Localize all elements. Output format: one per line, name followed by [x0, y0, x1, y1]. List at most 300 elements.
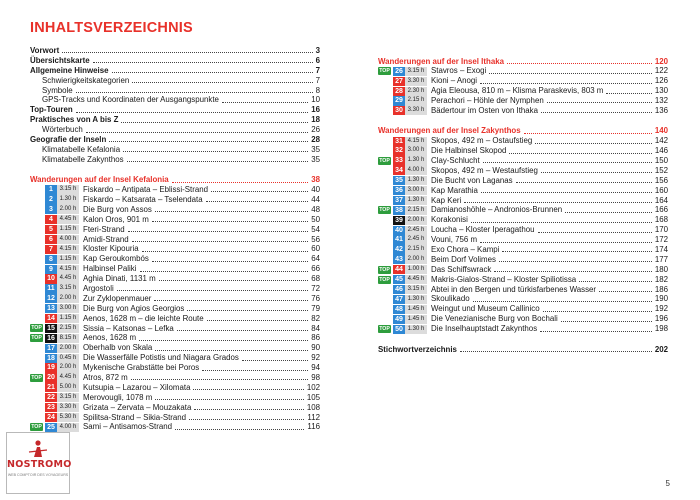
- toc-entry[interactable]: [378, 345, 668, 355]
- toc-tour-entry[interactable]: [378, 136, 668, 146]
- entry-title: Die Burg von Agios Georgios: [83, 303, 185, 313]
- page-ref: 86: [311, 333, 320, 343]
- tour-duration: 3.30 h: [405, 77, 427, 86]
- toc-tour-entry[interactable]: [30, 304, 320, 314]
- entry-title: Symbole: [42, 85, 73, 95]
- tour-duration: 1.45 h: [405, 305, 427, 314]
- leader-dots: [159, 280, 309, 281]
- entry-title: Wanderungen auf der Insel Zakynthos: [378, 126, 521, 136]
- tour-number-badge: 25: [45, 423, 57, 432]
- leader-dots: [123, 151, 308, 152]
- page-ref: 98: [311, 373, 320, 382]
- tour-duration: 2.00 h: [57, 205, 79, 214]
- page-ref: 7: [315, 65, 320, 75]
- entry-title: Kap Marathia: [431, 185, 478, 195]
- entry-title: Aenos, 1628 m – die leichte Route: [83, 313, 204, 323]
- leader-dots: [507, 63, 652, 64]
- toc-tour-entry[interactable]: [30, 333, 320, 343]
- leader-dots: [606, 93, 651, 94]
- tour-duration: 3.00 h: [405, 146, 427, 155]
- tour-number-badge: 6: [45, 235, 57, 244]
- leader-dots: [109, 141, 308, 142]
- tour-number-badge: 20: [45, 373, 57, 382]
- tour-number-badge: 45: [393, 275, 405, 284]
- entry-title: Klimatabelle Kefalonia: [42, 144, 121, 154]
- page-ref: 177: [654, 254, 668, 264]
- toc-tour-entry[interactable]: [378, 304, 668, 314]
- page-ref: 126: [654, 76, 668, 86]
- toc-tour-entry[interactable]: [378, 176, 668, 186]
- tour-number-badge: 40: [393, 226, 405, 235]
- entry-title: Die Venezianische Burg von Bochali: [431, 314, 558, 324]
- toc-entry[interactable]: [30, 86, 320, 96]
- toc-tour-entry[interactable]: [378, 314, 668, 324]
- toc-tour-entry[interactable]: [30, 383, 320, 393]
- toc-tour-entry[interactable]: [378, 66, 668, 76]
- page-ref: 116: [307, 422, 320, 432]
- page-ref: 76: [311, 293, 320, 303]
- tour-duration: 2.00 h: [405, 216, 427, 225]
- tour-duration: 1.30 h: [57, 195, 79, 204]
- toc-tour-entry[interactable]: [30, 353, 320, 363]
- leader-dots: [93, 62, 313, 63]
- leader-dots: [177, 330, 308, 331]
- traveler-figure-icon: [25, 439, 51, 459]
- leader-dots: [155, 350, 308, 351]
- entry-title: Merovougli, 1078 m: [83, 392, 153, 402]
- toc-tour-entry[interactable]: [378, 156, 668, 166]
- tour-duration: 5.00 h: [57, 383, 79, 392]
- entry-title: Bädertour im Osten von Ithaka: [431, 105, 539, 115]
- tour-duration: 5.30 h: [57, 413, 79, 422]
- tour-duration: 8.15 h: [57, 334, 79, 343]
- toc-entry[interactable]: [30, 95, 320, 105]
- toc-tour-entry[interactable]: [378, 106, 668, 116]
- entry-title: Abtei in den Bergen und türkisfarbenes Wasser: [431, 284, 597, 294]
- tour-number-badge: 2: [45, 195, 57, 204]
- toc-tour-entry[interactable]: [378, 324, 668, 334]
- leader-dots: [565, 212, 652, 213]
- leader-dots: [540, 331, 652, 332]
- toc-tour-entry[interactable]: [378, 196, 668, 206]
- leader-dots: [202, 370, 308, 371]
- tour-duration: 3.15 h: [57, 393, 79, 402]
- leader-dots: [471, 222, 652, 223]
- page-ref: 172: [654, 235, 668, 245]
- tour-duration: 4.15 h: [57, 245, 79, 254]
- tour-number-badge: 28: [393, 87, 405, 96]
- tour-number-badge: 26: [393, 67, 405, 76]
- tour-duration: 2.00 h: [405, 255, 427, 264]
- page-ref: 190: [654, 294, 668, 304]
- tour-duration: 2.45 h: [405, 235, 427, 244]
- tour-number-badge: 23: [45, 403, 57, 412]
- page-ref: 202: [654, 344, 668, 354]
- tour-duration: 1.00 h: [405, 265, 427, 274]
- tour-duration: 0.45 h: [57, 354, 79, 363]
- leader-dots: [460, 351, 652, 352]
- toc-tour-entry[interactable]: [30, 244, 320, 254]
- tour-duration: 1.30 h: [405, 295, 427, 304]
- entry-title: Kioni – Anogi: [431, 76, 478, 86]
- page-ref: 56: [311, 234, 320, 244]
- toc-tour-entry[interactable]: [30, 324, 320, 334]
- tour-number-badge: 11: [45, 284, 57, 293]
- page-ref: 140: [654, 126, 668, 136]
- page-ref: 122: [654, 66, 668, 76]
- top-tour-badge: TOP: [379, 326, 390, 333]
- leader-dots: [480, 83, 652, 84]
- leader-dots: [480, 242, 652, 243]
- toc-tour-entry[interactable]: [30, 314, 320, 324]
- page-ref: 28: [311, 135, 320, 145]
- leader-dots: [132, 82, 312, 83]
- toc-entry[interactable]: [30, 46, 320, 56]
- tour-duration: 3.00 h: [57, 304, 79, 313]
- tour-number-badge: 24: [45, 413, 57, 422]
- toc-tour-entry[interactable]: [30, 294, 320, 304]
- page-ref: 136: [654, 105, 668, 115]
- tour-duration: 1.30 h: [405, 196, 427, 205]
- tour-number-badge: 15: [45, 324, 57, 333]
- toc-tour-entry[interactable]: [378, 245, 668, 255]
- leader-dots: [112, 72, 313, 73]
- page-ref: 6: [315, 55, 320, 65]
- tour-duration: 3.00 h: [405, 186, 427, 195]
- entry-title: Skopos, 492 m – Westaufstieg: [431, 165, 538, 175]
- toc-tour-entry[interactable]: [378, 275, 668, 285]
- toc-tour-entry[interactable]: [378, 186, 668, 196]
- entry-title: Geografie der Inseln: [30, 135, 107, 145]
- tour-duration: 4.00 h: [57, 235, 79, 244]
- entry-title: Übersichtskarte: [30, 55, 90, 65]
- tour-number-badge: 5: [45, 225, 57, 234]
- tour-duration: 4.45 h: [57, 373, 79, 382]
- leader-dots: [547, 102, 652, 103]
- tour-duration: 1.15 h: [57, 225, 79, 234]
- page-ref: 3: [315, 46, 320, 55]
- toc-tour-entry[interactable]: [378, 215, 668, 225]
- leader-dots: [242, 360, 308, 361]
- page-ref: 66: [311, 264, 320, 274]
- toc-entry[interactable]: [30, 56, 320, 66]
- tour-duration: 4.45 h: [405, 275, 427, 284]
- toc-tour-entry[interactable]: [378, 255, 668, 265]
- toc-tour-entry[interactable]: [30, 215, 320, 225]
- entry-title: Wörterbuch: [42, 125, 83, 135]
- leader-dots: [489, 73, 652, 74]
- tour-duration: 3.15 h: [57, 284, 79, 293]
- tour-duration: 1.30 h: [405, 176, 427, 185]
- toc-entry[interactable]: [30, 125, 320, 135]
- leader-dots: [172, 182, 309, 183]
- leader-dots: [117, 290, 309, 291]
- tour-number-badge: 14: [45, 314, 57, 323]
- tour-duration: 4.45 h: [57, 215, 79, 224]
- tour-number-badge: 3: [45, 205, 57, 214]
- toc-entry[interactable]: [30, 66, 320, 76]
- toc-tour-entry[interactable]: [378, 265, 668, 275]
- top-tour-badge: TOP: [31, 335, 42, 342]
- top-tour-badge: TOP: [379, 207, 390, 214]
- toc-section-heading[interactable]: [30, 175, 320, 185]
- leader-dots: [516, 182, 652, 183]
- entry-title: Stichwortverzeichnis: [378, 344, 457, 354]
- leader-dots: [152, 261, 308, 262]
- toc-entry[interactable]: [30, 115, 320, 125]
- page-ref: 92: [311, 353, 320, 363]
- page-ref: 180: [654, 264, 668, 274]
- page-ref: 164: [654, 195, 668, 205]
- entry-title: Korakonisi: [431, 215, 468, 225]
- leader-dots: [132, 241, 309, 242]
- tour-duration: 1.30 h: [405, 156, 427, 165]
- toc-tour-entry[interactable]: [30, 393, 320, 403]
- leader-dots: [76, 92, 313, 93]
- leader-dots: [127, 161, 309, 162]
- entry-title: Die Wasserfälle Potistis und Niagara Grados: [83, 353, 239, 363]
- page-ref: 102: [306, 382, 320, 392]
- leader-dots: [155, 211, 308, 212]
- toc-tour-entry[interactable]: [378, 285, 668, 295]
- page-ref: 108: [306, 402, 320, 412]
- toc-tour-entry[interactable]: [30, 225, 320, 235]
- leader-dots: [86, 132, 308, 133]
- toc-tour-entry[interactable]: [30, 195, 320, 205]
- top-tour-badge: TOP: [31, 325, 42, 332]
- page-ref: 50: [311, 214, 320, 224]
- entry-title: Loucha – Kloster Iperagathou: [431, 225, 535, 235]
- page-ref: 72: [311, 283, 320, 293]
- entry-title: Top-Touren: [30, 105, 73, 115]
- page-ref: 40: [311, 185, 320, 195]
- page-ref: 68: [311, 274, 320, 284]
- page-ref: 26: [311, 125, 320, 135]
- entry-title: Kap Keri: [431, 195, 462, 205]
- leader-dots: [499, 261, 652, 262]
- page-ref: 35: [311, 154, 320, 164]
- toc-entry[interactable]: [30, 145, 320, 155]
- entry-title: Sissia – Katsonas – Lefka: [83, 323, 174, 333]
- page-ref: 60: [311, 244, 320, 254]
- toc-tour-entry[interactable]: [378, 235, 668, 245]
- leader-dots: [483, 162, 652, 163]
- page-ref: 196: [654, 314, 668, 324]
- tour-duration: 4.45 h: [57, 274, 79, 283]
- tour-duration: 2.15 h: [405, 245, 427, 254]
- page-ref: 8: [315, 85, 320, 95]
- page-ref: 156: [654, 175, 668, 185]
- toc-tour-entry[interactable]: [378, 225, 668, 235]
- leader-dots: [543, 311, 652, 312]
- top-tour-badge: TOP: [379, 157, 390, 164]
- page-ref: 170: [654, 225, 668, 235]
- tour-duration: 2.00 h: [57, 363, 79, 372]
- leader-dots: [62, 52, 312, 53]
- tour-duration: 3.15 h: [57, 185, 79, 194]
- toc-tour-entry[interactable]: [30, 284, 320, 294]
- leader-dots: [535, 143, 652, 144]
- leader-dots: [561, 321, 652, 322]
- leader-dots: [121, 122, 308, 123]
- leader-dots: [142, 251, 309, 252]
- entry-title: Clay-Schlucht: [431, 156, 480, 166]
- page-ref: 48: [311, 204, 320, 214]
- tour-number-badge: 22: [45, 393, 57, 402]
- page-ref: 90: [311, 343, 320, 353]
- leader-dots: [579, 281, 652, 282]
- tour-number-badge: 47: [393, 295, 405, 304]
- toc-tour-entry[interactable]: [30, 413, 320, 423]
- page-ref: 132: [654, 96, 668, 106]
- tour-duration: 2.15 h: [57, 324, 79, 333]
- tour-number-badge: 46: [393, 285, 405, 294]
- page-ref: 18: [311, 115, 320, 125]
- entry-title: Fiskardo – Katsarata – Tselendata: [83, 194, 203, 204]
- entry-title: Vorwort: [30, 46, 60, 55]
- toc-tour-entry[interactable]: [30, 343, 320, 353]
- leader-dots: [152, 221, 308, 222]
- entry-title: Klimatabelle Zakynthos: [42, 154, 124, 164]
- tour-duration: 2.00 h: [57, 294, 79, 303]
- toc-entry[interactable]: [30, 76, 320, 86]
- toc-tour-entry[interactable]: [378, 146, 668, 156]
- leader-dots: [154, 300, 308, 301]
- leader-dots: [175, 429, 304, 430]
- tour-duration: 4.15 h: [57, 265, 79, 274]
- toc-tour-entry[interactable]: [30, 254, 320, 264]
- page-ref: 79: [311, 303, 320, 313]
- top-tour-badge: TOP: [379, 266, 390, 273]
- entry-title: Amidi-Strand: [83, 234, 129, 244]
- toc-tour-entry[interactable]: [30, 185, 320, 195]
- entry-title: Spilitsa-Strand – Sikia-Strand: [83, 412, 187, 422]
- toc-tour-entry[interactable]: [30, 264, 320, 274]
- entry-title: Allgemeine Hinweise: [30, 65, 109, 75]
- entry-title: Halbinsel Paliki: [83, 264, 137, 274]
- leader-dots: [128, 231, 309, 232]
- leader-dots: [187, 310, 308, 311]
- tour-number-badge: 50: [393, 325, 405, 334]
- toc-tour-entry[interactable]: [30, 373, 320, 383]
- tour-number-badge: 9: [45, 265, 57, 274]
- toc-entry[interactable]: [30, 135, 320, 145]
- toc-entry[interactable]: [30, 155, 320, 165]
- toc-tour-entry[interactable]: [378, 76, 668, 86]
- page-ref: 82: [311, 313, 320, 323]
- toc-tour-entry[interactable]: [30, 422, 320, 432]
- page-ref: 186: [654, 284, 668, 294]
- leader-dots: [541, 172, 652, 173]
- toc-tour-entry[interactable]: [378, 205, 668, 215]
- tour-duration: 4.00 h: [57, 423, 79, 432]
- tour-number-badge: 49: [393, 315, 405, 324]
- page-ref: 152: [654, 165, 668, 175]
- page-ref: 35: [311, 144, 320, 154]
- leader-dots: [541, 112, 652, 113]
- toc-tour-entry[interactable]: [378, 294, 668, 304]
- entry-title: Makris-Gialos-Strand – Kloster Spiliotissa: [431, 274, 577, 284]
- leader-dots: [139, 340, 308, 341]
- tour-number-badge: 18: [45, 354, 57, 363]
- page-ref: 150: [654, 156, 668, 166]
- tour-duration: 2.45 h: [405, 226, 427, 235]
- entry-title: Vouni, 756 m: [431, 235, 478, 245]
- page-ref: 112: [307, 412, 320, 422]
- page-ref: 120: [654, 56, 668, 66]
- entry-title: Perachori – Höhle der Nymphen: [431, 96, 544, 106]
- tour-number-badge: 32: [393, 146, 405, 155]
- tour-number-badge: 41: [393, 235, 405, 244]
- tour-duration: 2.15 h: [405, 206, 427, 215]
- toc-entry[interactable]: [30, 105, 320, 115]
- entry-title: Grizata – Zervata – Mouzakata: [83, 402, 192, 412]
- tour-number-badge: 34: [393, 166, 405, 175]
- leader-dots: [464, 202, 652, 203]
- publisher-logo: [6, 432, 70, 494]
- tour-number-badge: 37: [393, 196, 405, 205]
- tour-number-badge: 42: [393, 245, 405, 254]
- entry-title: Wanderungen auf der Insel Ithaka: [378, 56, 504, 66]
- logo-name: NOSTROMO: [7, 459, 72, 470]
- tour-number-badge: 13: [45, 304, 57, 313]
- top-tour-badge: TOP: [31, 424, 42, 431]
- tour-duration: 1.15 h: [57, 255, 79, 264]
- page-ref: 44: [311, 194, 320, 204]
- toc-section-heading[interactable]: [378, 126, 668, 136]
- leader-dots: [131, 379, 308, 380]
- toc-tour-entry[interactable]: [30, 403, 320, 413]
- toc-tour-entry[interactable]: [30, 363, 320, 373]
- toc-tour-entry[interactable]: [378, 86, 668, 96]
- page-ref: 7: [315, 75, 320, 85]
- tour-number-badge: 48: [393, 305, 405, 314]
- entry-title: Argostoli: [83, 283, 114, 293]
- toc-tour-entry[interactable]: [30, 205, 320, 215]
- entry-title: Mykenische Grabstätte bei Poros: [83, 363, 200, 373]
- tour-number-badge: 36: [393, 186, 405, 195]
- tour-duration: 4.00 h: [405, 166, 427, 175]
- entry-title: Stavros – Exogi: [431, 66, 487, 76]
- tour-number-badge: 19: [45, 363, 57, 372]
- entry-title: Zur Zyklopenmauer: [83, 293, 152, 303]
- entry-title: Die Halbinsel Skopod: [431, 146, 507, 156]
- toc-tour-entry[interactable]: [30, 274, 320, 284]
- toc-section-heading[interactable]: [378, 57, 668, 67]
- tour-duration: 4.15 h: [405, 137, 427, 146]
- entry-title: Atros, 872 m: [83, 373, 128, 382]
- page-ref: 168: [654, 215, 668, 225]
- page-ref: 160: [654, 185, 668, 195]
- tour-number-badge: 31: [393, 137, 405, 146]
- toc-tour-entry[interactable]: [30, 235, 320, 245]
- leader-dots: [76, 112, 309, 113]
- tour-number-badge: 30: [393, 106, 405, 115]
- entry-title: Kalon Oros, 901 m: [83, 214, 149, 224]
- page-ref: 16: [311, 105, 320, 115]
- toc-tour-entry[interactable]: [378, 96, 668, 106]
- tour-number-badge: 43: [393, 255, 405, 264]
- tour-number-badge: 12: [45, 294, 57, 303]
- page-ref: 94: [311, 363, 320, 373]
- entry-title: Kloster Kipouria: [83, 244, 139, 254]
- leader-dots: [473, 301, 652, 302]
- leader-dots: [193, 389, 303, 390]
- toc-tour-entry[interactable]: [378, 166, 668, 176]
- leader-dots: [599, 291, 652, 292]
- tour-number-badge: 21: [45, 383, 57, 392]
- entry-title: GPS-Tracks und Koordinaten der Ausgangspunkte: [42, 95, 219, 105]
